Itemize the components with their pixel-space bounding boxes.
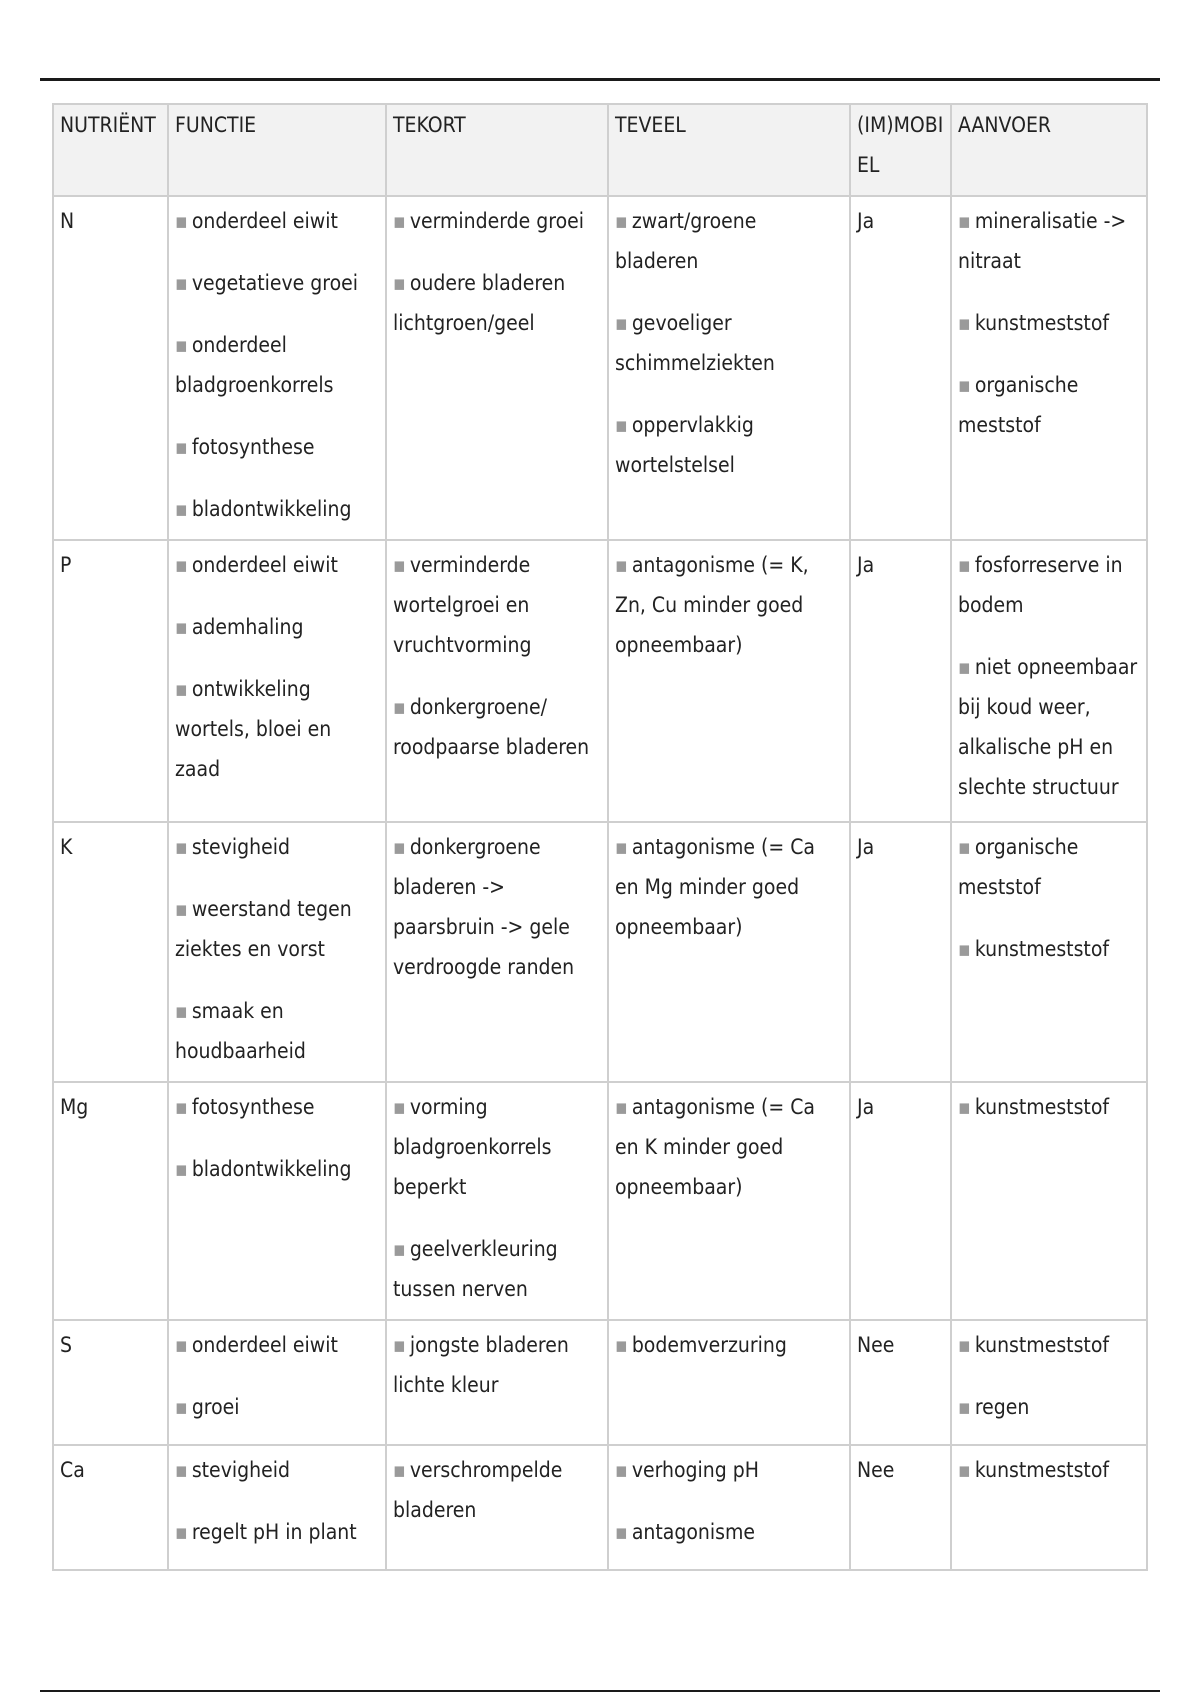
list-item-text: mineralisatie -> nitraat bbox=[958, 209, 1127, 273]
bullet-icon: ▪ bbox=[958, 373, 971, 397]
list-item-text: verschrompelde bladeren bbox=[393, 1458, 563, 1522]
list-item bbox=[175, 1087, 379, 1127]
list-item bbox=[393, 201, 601, 241]
footer-rule bbox=[40, 1690, 1160, 1692]
bullet-icon: ▪ bbox=[175, 435, 188, 459]
list-item-text: verminderde groei bbox=[409, 209, 585, 233]
bullet-icon: ▪ bbox=[175, 1333, 188, 1357]
cell-teveel bbox=[608, 1320, 850, 1445]
cell-aanvoer bbox=[951, 196, 1147, 540]
cell-aanvoer bbox=[951, 822, 1147, 1082]
list-item-text: stevigheid bbox=[191, 835, 290, 859]
list-item bbox=[175, 201, 379, 241]
list-item-text: oudere bladeren lichtgroen/geel bbox=[393, 271, 566, 335]
list-item-text: kunstmeststof bbox=[974, 1095, 1110, 1119]
list-item bbox=[958, 827, 1140, 907]
bullet-icon: ▪ bbox=[958, 1395, 971, 1419]
list-item bbox=[175, 1512, 379, 1552]
cell-teveel bbox=[608, 196, 850, 540]
bullet-icon: ▪ bbox=[393, 1237, 406, 1261]
list-item-text: kunstmeststof bbox=[974, 311, 1110, 335]
list-item bbox=[615, 545, 843, 665]
list-item-text: verminderde wortelgroei en vruchtvorming bbox=[393, 553, 532, 657]
cell-nutrient: S bbox=[53, 1320, 168, 1445]
cell-functie bbox=[168, 196, 386, 540]
bullet-icon: ▪ bbox=[958, 937, 971, 961]
list-item-text: kunstmeststof bbox=[974, 937, 1110, 961]
cell-tekort bbox=[386, 1445, 608, 1570]
bullet-icon: ▪ bbox=[615, 835, 628, 859]
cell-mobiel: Ja bbox=[850, 540, 951, 822]
list-item-text: bodemverzuring bbox=[631, 1333, 787, 1357]
list-item bbox=[958, 545, 1140, 625]
list-item-text: antagonisme (= Ca en Mg minder goed opneembaar) bbox=[615, 835, 815, 939]
bullet-icon: ▪ bbox=[175, 1095, 188, 1119]
list-item bbox=[958, 1450, 1140, 1490]
list-item-text: bladontwikkeling bbox=[191, 497, 352, 521]
cell-nutrient: N bbox=[53, 196, 168, 540]
list-item bbox=[393, 1450, 601, 1530]
bullet-icon: ▪ bbox=[615, 1095, 628, 1119]
cell-functie bbox=[168, 1320, 386, 1445]
bullet-icon: ▪ bbox=[393, 1458, 406, 1482]
bullet-icon: ▪ bbox=[958, 553, 971, 577]
list-item bbox=[175, 827, 379, 867]
list-item bbox=[615, 1450, 843, 1490]
bullet-icon: ▪ bbox=[615, 1333, 628, 1357]
cell-mobiel: Ja bbox=[850, 196, 951, 540]
list-item bbox=[958, 647, 1140, 807]
list-item-text: vorming bladgroenkorrels beperkt bbox=[393, 1095, 552, 1199]
list-item bbox=[175, 1450, 379, 1490]
list-item-text: geelverkleuring tussen nerven bbox=[393, 1237, 558, 1301]
list-item bbox=[958, 1387, 1140, 1427]
cell-mobiel: Nee bbox=[850, 1445, 951, 1570]
list-item-text: stevigheid bbox=[191, 1458, 290, 1482]
bullet-icon: ▪ bbox=[393, 271, 406, 295]
cell-teveel bbox=[608, 822, 850, 1082]
list-item-text: jongste bladeren lichte kleur bbox=[393, 1333, 569, 1397]
bullet-icon: ▪ bbox=[958, 1095, 971, 1119]
list-item bbox=[958, 929, 1140, 969]
table-row bbox=[53, 1320, 1147, 1445]
bullet-icon: ▪ bbox=[175, 615, 188, 639]
list-item-text: onderdeel eiwit bbox=[191, 1333, 338, 1357]
list-item bbox=[958, 303, 1140, 343]
list-item bbox=[615, 1325, 843, 1365]
cell-teveel bbox=[608, 1082, 850, 1320]
cell-tekort bbox=[386, 822, 608, 1082]
bullet-icon: ▪ bbox=[393, 1333, 406, 1357]
cell-teveel bbox=[608, 540, 850, 822]
list-item bbox=[393, 687, 601, 767]
bullet-icon: ▪ bbox=[393, 553, 406, 577]
list-item bbox=[175, 263, 379, 303]
list-item-text: bladontwikkeling bbox=[191, 1157, 352, 1181]
bullet-icon: ▪ bbox=[175, 209, 188, 233]
bullet-icon: ▪ bbox=[615, 209, 628, 233]
bullet-icon: ▪ bbox=[175, 897, 188, 921]
table-row bbox=[53, 822, 1147, 1082]
bullet-icon: ▪ bbox=[175, 999, 188, 1023]
bullet-icon: ▪ bbox=[958, 1458, 971, 1482]
list-item-text: fotosynthese bbox=[191, 1095, 315, 1119]
list-item bbox=[175, 489, 379, 529]
bullet-icon: ▪ bbox=[615, 1520, 628, 1544]
cell-functie bbox=[168, 1082, 386, 1320]
list-item bbox=[958, 1087, 1140, 1127]
header-teveel: TEVEEL bbox=[608, 104, 850, 196]
cell-aanvoer bbox=[951, 1445, 1147, 1570]
bullet-icon: ▪ bbox=[393, 209, 406, 233]
bullet-icon: ▪ bbox=[958, 655, 971, 679]
list-item-text: onderdeel eiwit bbox=[191, 209, 338, 233]
list-item-text: onderdeel eiwit bbox=[191, 553, 338, 577]
nutrient-table bbox=[52, 103, 1148, 1571]
list-item bbox=[615, 1087, 843, 1207]
cell-tekort bbox=[386, 196, 608, 540]
list-item-text: donkergroene bladeren -> paarsbruin -> gele verdroogde randen bbox=[393, 835, 575, 979]
cell-functie bbox=[168, 822, 386, 1082]
header-aanvoer: AANVOER bbox=[951, 104, 1147, 196]
list-item bbox=[393, 545, 601, 665]
list-item-text: vegetatieve groei bbox=[191, 271, 359, 295]
bullet-icon: ▪ bbox=[615, 311, 628, 335]
list-item-text: antagonisme (= Ca en K minder goed opneembaar) bbox=[615, 1095, 815, 1199]
cell-aanvoer bbox=[951, 1320, 1147, 1445]
cell-aanvoer bbox=[951, 1082, 1147, 1320]
bullet-icon: ▪ bbox=[175, 333, 188, 357]
bullet-icon: ▪ bbox=[958, 835, 971, 859]
list-item bbox=[175, 325, 379, 405]
list-item bbox=[175, 669, 379, 789]
bullet-icon: ▪ bbox=[393, 695, 406, 719]
list-item-text: ademhaling bbox=[191, 615, 304, 639]
bullet-icon: ▪ bbox=[175, 271, 188, 295]
header-rule bbox=[40, 78, 1160, 81]
list-item bbox=[615, 201, 843, 281]
cell-nutrient: P bbox=[53, 540, 168, 822]
bullet-icon: ▪ bbox=[175, 497, 188, 521]
list-item-text: verhoging pH bbox=[631, 1458, 759, 1482]
cell-functie bbox=[168, 540, 386, 822]
bullet-icon: ▪ bbox=[615, 413, 628, 437]
cell-mobiel: Ja bbox=[850, 1082, 951, 1320]
table-header-row bbox=[53, 104, 1147, 196]
list-item-text: fotosynthese bbox=[191, 435, 315, 459]
list-item bbox=[958, 201, 1140, 281]
list-item-text: donkergroene/ roodpaarse bladeren bbox=[393, 695, 590, 759]
bullet-icon: ▪ bbox=[175, 1520, 188, 1544]
bullet-icon: ▪ bbox=[615, 553, 628, 577]
list-item-text: oppervlakkig wortelstelsel bbox=[615, 413, 754, 477]
list-item-text: kunstmeststof bbox=[974, 1333, 1110, 1357]
list-item-text: regen bbox=[974, 1395, 1030, 1419]
header-nutrient: NUTRIËNT bbox=[53, 104, 168, 196]
table-row bbox=[53, 196, 1147, 540]
cell-tekort bbox=[386, 540, 608, 822]
list-item bbox=[175, 607, 379, 647]
bullet-icon: ▪ bbox=[958, 1333, 971, 1357]
bullet-icon: ▪ bbox=[175, 553, 188, 577]
header-mobiel: (IM)MOBIEL bbox=[850, 104, 951, 196]
cell-mobiel: Nee bbox=[850, 1320, 951, 1445]
header-tekort: TEKORT bbox=[386, 104, 608, 196]
list-item bbox=[615, 405, 843, 485]
list-item-text: ontwikkeling wortels, bloei en zaad bbox=[175, 677, 332, 781]
list-item bbox=[175, 991, 379, 1071]
cell-nutrient: K bbox=[53, 822, 168, 1082]
bullet-icon: ▪ bbox=[958, 209, 971, 233]
bullet-icon: ▪ bbox=[175, 1157, 188, 1181]
list-item-text: antagonisme (= K, Zn, Cu minder goed opneembaar) bbox=[615, 553, 809, 657]
cell-teveel bbox=[608, 1445, 850, 1570]
list-item bbox=[175, 1325, 379, 1365]
list-item-text: weerstand tegen ziektes en vorst bbox=[175, 897, 352, 961]
list-item bbox=[615, 827, 843, 947]
list-item bbox=[958, 365, 1140, 445]
bullet-icon: ▪ bbox=[615, 1458, 628, 1482]
bullet-icon: ▪ bbox=[175, 1458, 188, 1482]
cell-tekort bbox=[386, 1082, 608, 1320]
list-item-text: organische meststof bbox=[958, 373, 1079, 437]
list-item bbox=[393, 1325, 601, 1405]
list-item-text: onderdeel bladgroenkorrels bbox=[175, 333, 334, 397]
cell-mobiel: Ja bbox=[850, 822, 951, 1082]
list-item-text: groei bbox=[191, 1395, 240, 1419]
list-item bbox=[393, 263, 601, 343]
list-item-text: smaak en houdbaarheid bbox=[175, 999, 306, 1063]
list-item bbox=[958, 1325, 1140, 1365]
bullet-icon: ▪ bbox=[175, 835, 188, 859]
list-item bbox=[615, 303, 843, 383]
list-item-text: antagonisme bbox=[631, 1520, 756, 1544]
bullet-icon: ▪ bbox=[393, 1095, 406, 1119]
list-item-text: niet opneembaar bij koud weer, alkalische pH en slechte structuur bbox=[958, 655, 1138, 799]
table-row bbox=[53, 1082, 1147, 1320]
list-item-text: organische meststof bbox=[958, 835, 1079, 899]
cell-nutrient: Ca bbox=[53, 1445, 168, 1570]
table-row bbox=[53, 1445, 1147, 1570]
cell-aanvoer bbox=[951, 540, 1147, 822]
cell-nutrient: Mg bbox=[53, 1082, 168, 1320]
list-item bbox=[615, 1512, 843, 1552]
list-item-text: fosforreserve in bodem bbox=[958, 553, 1123, 617]
bullet-icon: ▪ bbox=[393, 835, 406, 859]
bullet-icon: ▪ bbox=[175, 1395, 188, 1419]
list-item bbox=[175, 545, 379, 585]
list-item bbox=[393, 1229, 601, 1309]
header-functie: FUNCTIE bbox=[168, 104, 386, 196]
table-body bbox=[53, 196, 1147, 1570]
bullet-icon: ▪ bbox=[958, 311, 971, 335]
list-item-text: regelt pH in plant bbox=[191, 1520, 357, 1544]
list-item bbox=[175, 1149, 379, 1189]
list-item bbox=[393, 827, 601, 987]
list-item bbox=[393, 1087, 601, 1207]
table-row bbox=[53, 540, 1147, 822]
cell-tekort bbox=[386, 1320, 608, 1445]
list-item bbox=[175, 427, 379, 467]
list-item bbox=[175, 1387, 379, 1427]
list-item bbox=[175, 889, 379, 969]
bullet-icon: ▪ bbox=[175, 677, 188, 701]
list-item-text: zwart/groene bladeren bbox=[615, 209, 757, 273]
cell-functie bbox=[168, 1445, 386, 1570]
list-item-text: gevoeliger schimmelziekten bbox=[615, 311, 775, 375]
list-item-text: kunstmeststof bbox=[974, 1458, 1110, 1482]
